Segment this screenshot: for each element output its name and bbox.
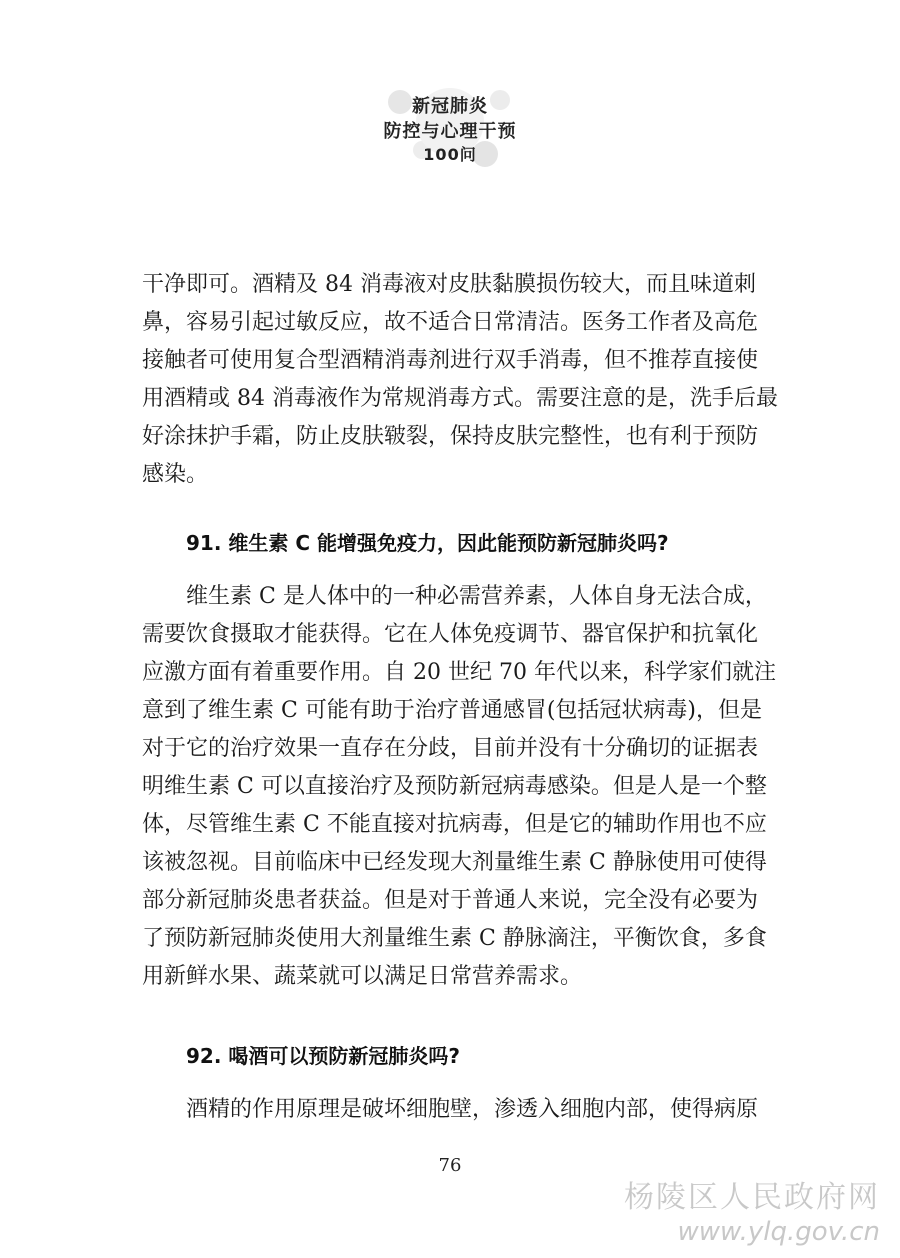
page-number: 76: [438, 1155, 462, 1176]
text-line: 维生素 C 是人体中的一种必需营养素，人体自身无法合成，: [186, 584, 767, 609]
question-91-answer: [142, 578, 776, 996]
text-line: 接触者可使用复合型酒精消毒剂进行双手消毒，但不推荐直接使: [142, 348, 759, 373]
text-line: 该被忽视。目前临床中已经发现大剂量维生素 C 静脉使用可使得: [142, 850, 767, 875]
question-92-answer: [142, 1091, 762, 1129]
text-line: 明维生素 C 可以直接治疗及预防新冠病毒感染。但是人是一个整: [142, 774, 767, 799]
text-line: 感染。: [142, 462, 209, 487]
watermark-url: www.ylq.gov.cn: [677, 1217, 880, 1247]
header-title-line3: 100问: [423, 145, 477, 164]
text-line: 好涂抹护手霜，防止皮肤皲裂，保持皮肤完整性，也有利于预防: [142, 424, 759, 449]
book-header-logo: [370, 72, 530, 172]
text-line: 干净即可。酒精及 84 消毒液对皮肤黏膜损伤较大，而且味道刺: [142, 272, 756, 297]
text-line: 酒精的作用原理是破坏细胞壁，渗透入细胞内部，使得病原: [186, 1097, 759, 1122]
text-line: 鼻，容易引起过敏反应，故不适合日常清洁。医务工作者及高危: [142, 310, 759, 335]
text-line: 了预防新冠肺炎使用大剂量维生素 C 静脉滴注，平衡饮食，多食: [142, 926, 767, 951]
text-line: 用酒精或 84 消毒液作为常规消毒方式。需要注意的是，洗手后最: [142, 386, 778, 411]
text-line: 体，尽管维生素 C 不能直接对抗病毒，但是它的辅助作用也不应: [142, 812, 767, 837]
text-line: 对于它的治疗效果一直存在分歧，目前并没有十分确切的证据表: [142, 736, 759, 761]
text-line: 应激方面有着重要作用。自 20 世纪 70 年代以来，科学家们就注: [142, 660, 776, 685]
text-line: 部分新冠肺炎患者获益。但是对于普通人来说，完全没有必要为: [142, 888, 759, 913]
intro-paragraph: [142, 266, 778, 494]
text-line: 需要饮食摄取才能获得。它在人体免疫调节、器官保护和抗氧化: [142, 622, 759, 647]
watermark: [624, 1180, 880, 1248]
question-91-heading: 91. 维生素 C 能增强免疫力，因此能预防新冠肺炎吗?: [186, 531, 669, 555]
question-92-heading: 92. 喝酒可以预防新冠肺炎吗?: [186, 1044, 460, 1068]
text-line: 用新鲜水果、蔬菜就可以满足日常营养需求。: [142, 964, 583, 989]
header-title-line1: 新冠肺炎: [412, 96, 488, 117]
text-line: 意到了维生素 C 可能有助于治疗普通感冒(包括冠状病毒)，但是: [142, 698, 762, 723]
header-title-line2: 防控与心理干预: [383, 121, 517, 142]
watermark-site-name: 杨陵区人民政府网: [624, 1180, 880, 1215]
